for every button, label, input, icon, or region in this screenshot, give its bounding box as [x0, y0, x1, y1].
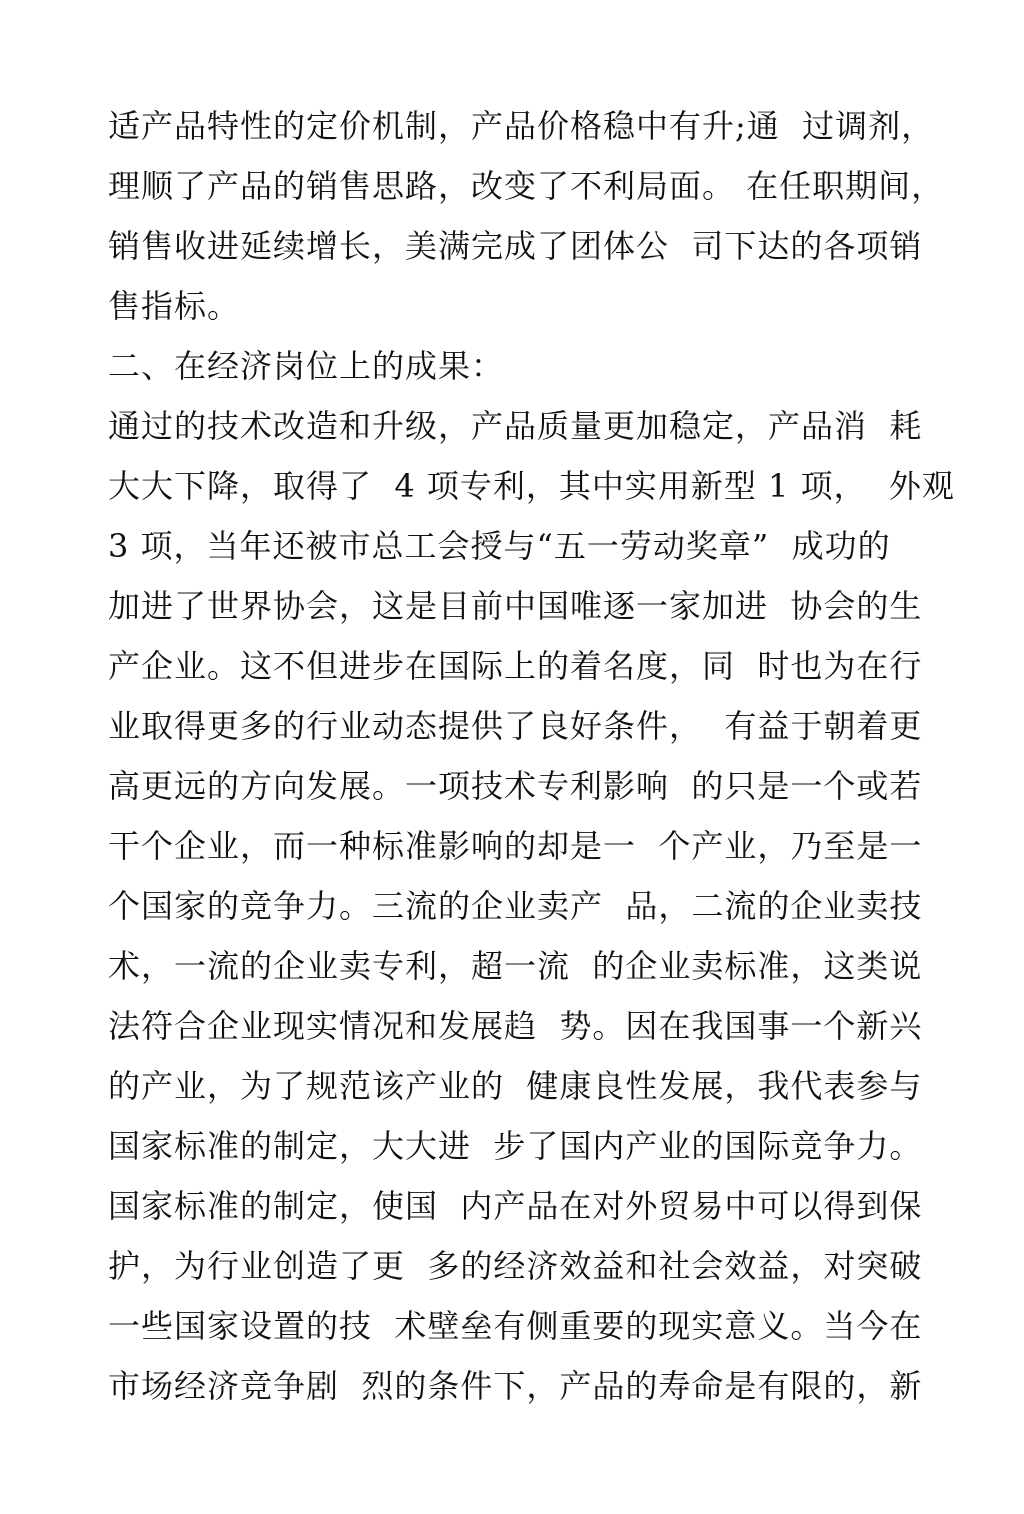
text-line: 3 项，当年还被市总工会授与“五一劳动奖章” 成功的 [108, 527, 891, 565]
text-line: 市场经济竞争剧 烈的条件下，产品的寿命是有限的，新 [108, 1367, 923, 1405]
text-line: 的产业，为了规范该产业的 健康良性发展，我代表参与 [108, 1067, 923, 1105]
text-line: 售指标。 [108, 287, 241, 325]
text-line: 个国家的竞争力。三流的企业卖产 品，二流的企业卖技 [108, 887, 923, 925]
text-line: 术，一流的企业卖专利，超一流 的企业卖标准，这类说 [108, 947, 923, 985]
text-line: 销售收进延续增长，美满完成了团体公 司下达的各项销 [108, 227, 923, 265]
body-text [108, 96, 955, 1416]
text-line: 业取得更多的行业动态提供了良好条件， 有益于朝着更 [108, 707, 923, 745]
text-line: 国家标准的制定，大大进 步了国内产业的国际竞争力。 [108, 1127, 923, 1165]
text-line: 理顺了产品的销售思路，改变了不利局面。 在任职期间， [108, 167, 945, 205]
text-line: 高更远的方向发展。一项技术专利影响 的只是一个或若 [108, 767, 923, 805]
section-heading: 二、在经济岗位上的成果： [108, 347, 505, 385]
text-line: 护，为行业创造了更 多的经济效益和社会效益，对突破 [108, 1247, 923, 1285]
text-line: 通过的技术改造和升级，产品质量更加稳定，产品消 耗 [108, 407, 923, 445]
text-line: 大大下降，取得了 4 项专利，其中实用新型 1 项， 外观 [108, 467, 955, 505]
text-line: 一些国家设置的技 术壁垒有侧重要的现实意义。当今在 [108, 1307, 923, 1345]
text-line: 法符合企业现实情况和发展趋 势。因在我国事一个新兴 [108, 1007, 923, 1045]
text-line: 加进了世界协会，这是目前中国唯逐一家加进 协会的生 [108, 587, 923, 625]
text-line: 国家标准的制定，使国 内产品在对外贸易中可以得到保 [108, 1187, 923, 1225]
text-line: 产企业。这不但进步在国际上的着名度，同 时也为在行 [108, 647, 923, 685]
text-line: 干个企业，而一种标准影响的却是一 个产业，乃至是一 [108, 827, 923, 865]
text-line: 适产品特性的定价机制，产品价格稳中有升;通 过调剂， [108, 107, 935, 145]
